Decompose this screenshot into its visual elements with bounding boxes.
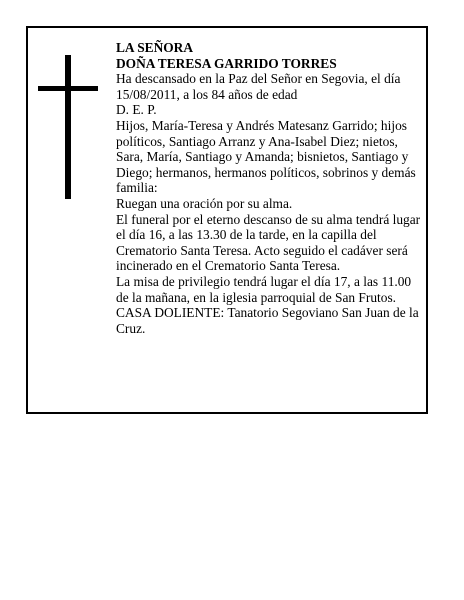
prayer-request: Ruegan una oración por su alma. bbox=[116, 195, 293, 211]
obituary-notice bbox=[26, 26, 428, 414]
deceased-name: DOÑA TERESA GARRIDO TORRES bbox=[116, 55, 337, 71]
notice-text bbox=[116, 40, 422, 336]
cross-vertical-bar bbox=[65, 55, 71, 199]
family-list: Hijos, María-Teresa y Andrés Matesanz Garrido; hijos políticos, Santiago Arranz y Ana-Isabel Diez; nietos, Sara, María, Santiago y Amanda; bisnietos, Santiago y Diego; hermanos, hermanos políticos, sobrinos y demás familia: bbox=[116, 117, 416, 196]
dep-line: D. E. P. bbox=[116, 102, 157, 118]
mourning-house: CASA DOLIENTE: Tanatorio Segoviano San Juan de la Cruz. bbox=[116, 305, 419, 336]
funeral-details: El funeral por el eterno descanso de su alma tendrá lugar el día 16, a las 13.30 de la tarde, en la capilla del Crematorio Santa Teresa. Acto seguido el cadáver será incinerado en el Crematorio Santa Teresa. bbox=[116, 211, 421, 274]
mass-details: La misa de privilegio tendrá lugar el día 17, a las 11.00 de la mañana, en la iglesia parroquial de San Frutos. bbox=[116, 273, 412, 305]
cross-icon bbox=[38, 55, 98, 199]
death-announcement: Ha descansado en la Paz del Señor en Segovia, el día 15/08/2011, a los 84 años de edad bbox=[116, 71, 401, 102]
cross-horizontal-bar bbox=[38, 86, 98, 91]
notice-title: LA SEÑORA bbox=[116, 40, 194, 55]
